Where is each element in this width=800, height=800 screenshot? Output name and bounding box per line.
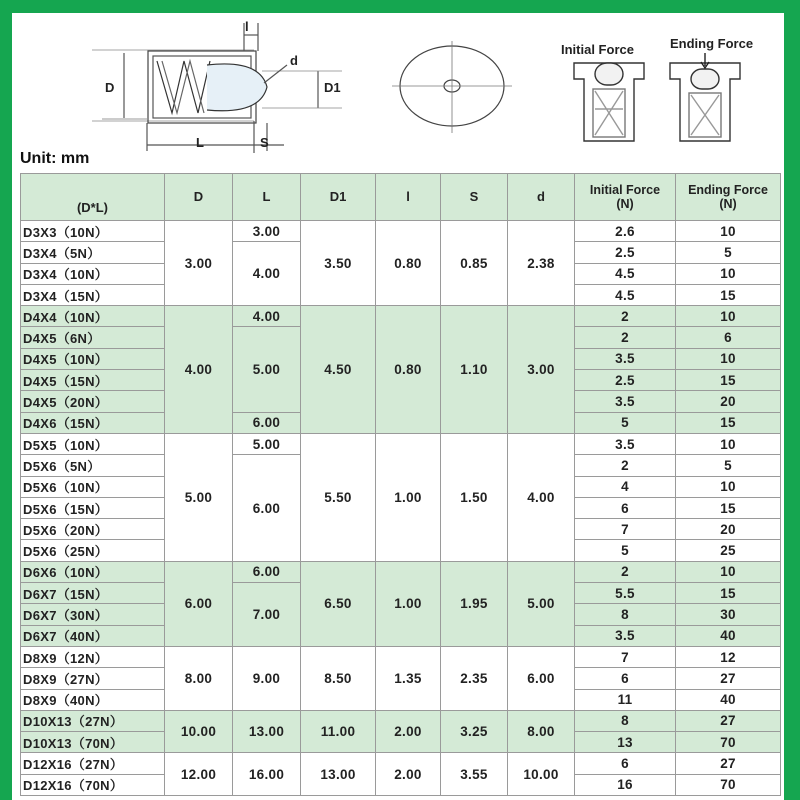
plunger-diagram — [12, 13, 784, 173]
label-S: S — [260, 135, 269, 150]
cell-initial-force: 4.5 — [575, 284, 676, 305]
cell-model: D3X3（10N） — [21, 221, 165, 242]
cell-model: D5X6（20N） — [21, 519, 165, 540]
cell-model: D5X6（15N） — [21, 497, 165, 518]
cell-L: 13.00 — [233, 710, 301, 753]
cell-D1: 5.50 — [301, 433, 376, 561]
cell-initial-force: 2.5 — [575, 370, 676, 391]
table-row — [21, 710, 781, 731]
cell-ending-force: 70 — [676, 732, 781, 753]
cell-D: 6.00 — [165, 561, 233, 646]
column-header-D1: D1 — [301, 174, 376, 221]
cell-model: D6X7（30N） — [21, 604, 165, 625]
cell-S: 2.35 — [441, 646, 508, 710]
cell-ending-force: 15 — [676, 412, 781, 433]
cell-initial-force: 3.5 — [575, 433, 676, 454]
label-l: l — [245, 19, 249, 34]
unit-label: Unit: mm — [20, 150, 90, 167]
cell-model: D3X4（5N） — [21, 242, 165, 263]
cell-initial-force: 5.5 — [575, 583, 676, 604]
cell-model: D10X13（70N） — [21, 732, 165, 753]
cell-ending-force: 15 — [676, 370, 781, 391]
cell-model: D5X5（10N） — [21, 433, 165, 454]
cell-model: D4X4（10N） — [21, 306, 165, 327]
cell-initial-force: 2 — [575, 306, 676, 327]
side-view — [92, 23, 342, 153]
cell-ending-force: 25 — [676, 540, 781, 561]
cell-L: 5.00 — [233, 433, 301, 454]
cell-D: 5.00 — [165, 433, 233, 561]
cell-D1: 11.00 — [301, 710, 376, 753]
cell-initial-force: 8 — [575, 710, 676, 731]
cell-L: 7.00 — [233, 583, 301, 647]
cell-D1: 4.50 — [301, 306, 376, 434]
column-header-D: D — [165, 174, 233, 221]
cell-model: D4X6（15N） — [21, 412, 165, 433]
cell-initial-force: 7 — [575, 519, 676, 540]
cell-l: 2.00 — [376, 710, 441, 753]
cell-ending-force: 12 — [676, 646, 781, 667]
cell-ending-force: 15 — [676, 583, 781, 604]
cell-initial-force: 7 — [575, 646, 676, 667]
cell-d: 8.00 — [508, 710, 575, 753]
cell-ending-force: 27 — [676, 710, 781, 731]
cell-d: 6.00 — [508, 646, 575, 710]
cell-initial-force: 6 — [575, 668, 676, 689]
cell-model: D4X5（15N） — [21, 370, 165, 391]
cell-initial-force: 2.6 — [575, 221, 676, 242]
column-header-d: d — [508, 174, 575, 221]
header-row — [21, 174, 781, 221]
cell-model: D6X6（10N） — [21, 561, 165, 582]
table-row — [21, 221, 781, 242]
cell-ending-force: 10 — [676, 476, 781, 497]
cell-ending-force: 5 — [676, 242, 781, 263]
cell-L: 9.00 — [233, 646, 301, 710]
cell-D1: 13.00 — [301, 753, 376, 796]
cell-initial-force: 5 — [575, 540, 676, 561]
front-view — [392, 41, 512, 133]
column-header-ending-force: Ending Force (N) — [676, 174, 781, 221]
cell-ending-force: 10 — [676, 221, 781, 242]
cell-model: D8X9（27N） — [21, 668, 165, 689]
column-header-initial-force: Initial Force (N) — [575, 174, 676, 221]
cell-initial-force: 4.5 — [575, 263, 676, 284]
cell-D1: 3.50 — [301, 221, 376, 306]
cell-initial-force: 3.5 — [575, 625, 676, 646]
cell-initial-force: 2 — [575, 561, 676, 582]
table-row — [21, 646, 781, 667]
cell-l: 1.00 — [376, 561, 441, 646]
cell-L: 6.00 — [233, 455, 301, 561]
ending-force-view — [670, 53, 740, 141]
cell-l: 0.80 — [376, 306, 441, 434]
cell-initial-force: 3.5 — [575, 348, 676, 369]
spec-table — [20, 173, 781, 796]
cell-D: 3.00 — [165, 221, 233, 306]
cell-model: D5X6（10N） — [21, 476, 165, 497]
initial-force-view — [574, 63, 644, 141]
label-L: L — [196, 135, 204, 150]
cell-ending-force: 10 — [676, 263, 781, 284]
cell-model: D12X16（27N） — [21, 753, 165, 774]
cell-initial-force: 6 — [575, 497, 676, 518]
label-d: d — [290, 53, 298, 68]
cell-initial-force: 13 — [575, 732, 676, 753]
ending-force-label: Ending Force — [670, 36, 754, 51]
cell-ending-force: 15 — [676, 497, 781, 518]
cell-D: 10.00 — [165, 710, 233, 753]
cell-initial-force: 3.5 — [575, 391, 676, 412]
cell-initial-force: 4 — [575, 476, 676, 497]
cell-ending-force: 70 — [676, 774, 781, 795]
cell-d: 5.00 — [508, 561, 575, 646]
table-body — [21, 221, 781, 796]
cell-S: 1.50 — [441, 433, 508, 561]
cell-L: 5.00 — [233, 327, 301, 412]
cell-l: 1.35 — [376, 646, 441, 710]
cell-model: D3X4（10N） — [21, 263, 165, 284]
cell-d: 4.00 — [508, 433, 575, 561]
cell-model: D4X5（20N） — [21, 391, 165, 412]
column-header-L: L — [233, 174, 301, 221]
table-row — [21, 433, 781, 454]
cell-model: D5X6（25N） — [21, 540, 165, 561]
cell-model: D6X7（15N） — [21, 583, 165, 604]
cell-D1: 8.50 — [301, 646, 376, 710]
cell-ending-force: 40 — [676, 625, 781, 646]
cell-model: D8X9（12N） — [21, 646, 165, 667]
cell-initial-force: 6 — [575, 753, 676, 774]
cell-initial-force: 2 — [575, 455, 676, 476]
initial-force-label: Initial Force — [561, 42, 634, 57]
cell-ending-force: 15 — [676, 284, 781, 305]
cell-L: 4.00 — [233, 306, 301, 327]
cell-ending-force: 27 — [676, 668, 781, 689]
cell-model: D3X4（15N） — [21, 284, 165, 305]
label-D: D — [105, 80, 115, 95]
column-header-l: l — [376, 174, 441, 221]
cell-S: 1.10 — [441, 306, 508, 434]
cell-S: 3.55 — [441, 753, 508, 796]
cell-initial-force: 2.5 — [575, 242, 676, 263]
cell-d: 10.00 — [508, 753, 575, 796]
cell-ending-force: 10 — [676, 348, 781, 369]
table-row — [21, 561, 781, 582]
cell-initial-force: 2 — [575, 327, 676, 348]
cell-ending-force: 5 — [676, 455, 781, 476]
cell-ending-force: 6 — [676, 327, 781, 348]
cell-S: 0.85 — [441, 221, 508, 306]
cell-l: 2.00 — [376, 753, 441, 796]
spec-sheet — [12, 13, 784, 800]
cell-model: D10X13（27N） — [21, 710, 165, 731]
cell-D: 4.00 — [165, 306, 233, 434]
cell-d: 3.00 — [508, 306, 575, 434]
cell-D: 12.00 — [165, 753, 233, 796]
cell-ending-force: 20 — [676, 391, 781, 412]
cell-D: 8.00 — [165, 646, 233, 710]
table-row — [21, 753, 781, 774]
label-D1: D1 — [324, 80, 341, 95]
column-header-model: (D*L) — [21, 174, 165, 221]
column-header-S: S — [441, 174, 508, 221]
cell-L: 3.00 — [233, 221, 301, 242]
cell-model: D8X9（40N） — [21, 689, 165, 710]
cell-model: D4X5（6N） — [21, 327, 165, 348]
cell-ending-force: 10 — [676, 433, 781, 454]
cell-ending-force: 10 — [676, 306, 781, 327]
cell-S: 1.95 — [441, 561, 508, 646]
table-row — [21, 306, 781, 327]
cell-S: 3.25 — [441, 710, 508, 753]
cell-l: 0.80 — [376, 221, 441, 306]
cell-initial-force: 16 — [575, 774, 676, 795]
cell-initial-force: 11 — [575, 689, 676, 710]
cell-ending-force: 40 — [676, 689, 781, 710]
cell-d: 2.38 — [508, 221, 575, 306]
cell-model: D6X7（40N） — [21, 625, 165, 646]
cell-ending-force: 30 — [676, 604, 781, 625]
cell-ending-force: 27 — [676, 753, 781, 774]
cell-D1: 6.50 — [301, 561, 376, 646]
cell-L: 6.00 — [233, 561, 301, 582]
cell-initial-force: 8 — [575, 604, 676, 625]
cell-model: D12X16（70N） — [21, 774, 165, 795]
cell-L: 16.00 — [233, 753, 301, 796]
cell-L: 4.00 — [233, 242, 301, 306]
cell-initial-force: 5 — [575, 412, 676, 433]
cell-l: 1.00 — [376, 433, 441, 561]
cell-model: D4X5（10N） — [21, 348, 165, 369]
cell-model: D5X6（5N） — [21, 455, 165, 476]
cell-ending-force: 10 — [676, 561, 781, 582]
cell-ending-force: 20 — [676, 519, 781, 540]
cell-L: 6.00 — [233, 412, 301, 433]
